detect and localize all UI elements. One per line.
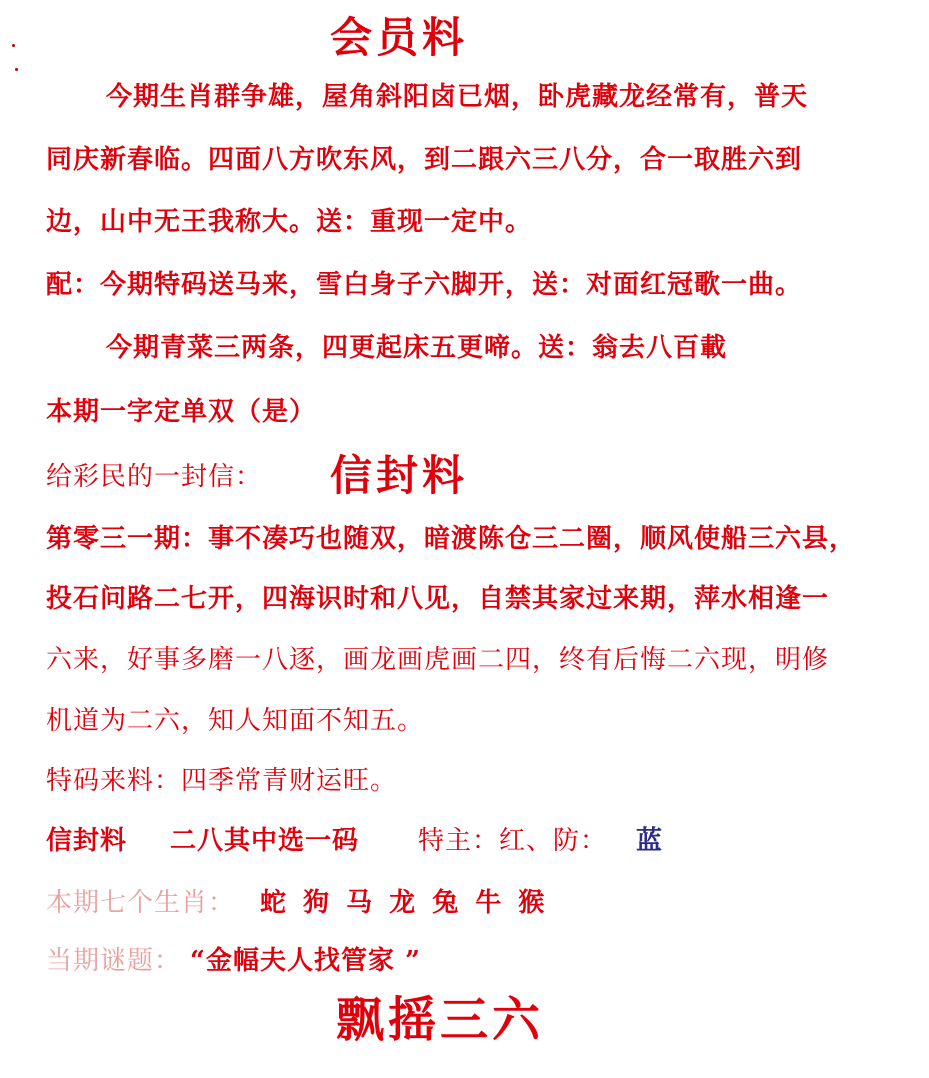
pick-text: 二八其中选一码: [170, 826, 360, 856]
member-text-line: 边，山中无王我称大。送：重现一定中。: [46, 207, 533, 237]
letter-line: 机道为二六，知人知面不知五。: [46, 706, 425, 736]
special-code-line: 特码来料：四季常青财运旺。: [46, 766, 398, 796]
letter-line: 六来，好事多磨一八逐，画龙画虎画二四，终有后悔二六现，明修: [46, 645, 830, 675]
letter-intro: 给彩民的一封信：: [46, 462, 263, 492]
letter-title: 信封料: [330, 451, 469, 500]
pick-label: 信封料: [46, 826, 128, 856]
member-text-line: 今期生肖群争雄，屋角斜阳卤已烟，卧虎藏龙经常有，普天: [106, 82, 809, 112]
zodiac-label: 本期七个生肖：: [46, 888, 236, 918]
member-text-line: 同庆新春临。四面八方吹东风，到二跟六三八分，合一取胜六到: [46, 145, 803, 175]
page-title: 会员料: [330, 13, 469, 62]
main-guard-color: 蓝: [636, 826, 664, 856]
pairing-line: 配：今期特码送马来，雪白身子六脚开，送：对面红冠歌一曲。: [46, 270, 803, 300]
zodiac-list: 蛇 狗 马 龙 兔 牛 猴: [260, 888, 546, 918]
speck: [12, 44, 15, 47]
letter-line: 第零三一期：事不凑巧也随双，暗渡陈仓三二圈，顺风使船三六县，: [46, 524, 857, 554]
main-guard-label: 特主：红、防：: [418, 826, 608, 856]
riddle-label: 当期谜题：: [46, 946, 182, 976]
footer-slogan: 飘摇三六: [336, 992, 545, 1048]
single-double-line: 本期一字定单双（是）: [46, 397, 317, 427]
speck: [15, 68, 18, 71]
riddle-text: “金幅夫人找管家 ”: [190, 946, 421, 976]
letter-line: 投石问路二七开，四海识时和八见，自禁其家过来期，萍水相逢一: [46, 584, 830, 614]
member-text-line: 今期青菜三两条，四更起床五更啼。送：翁去八百載: [106, 333, 728, 363]
